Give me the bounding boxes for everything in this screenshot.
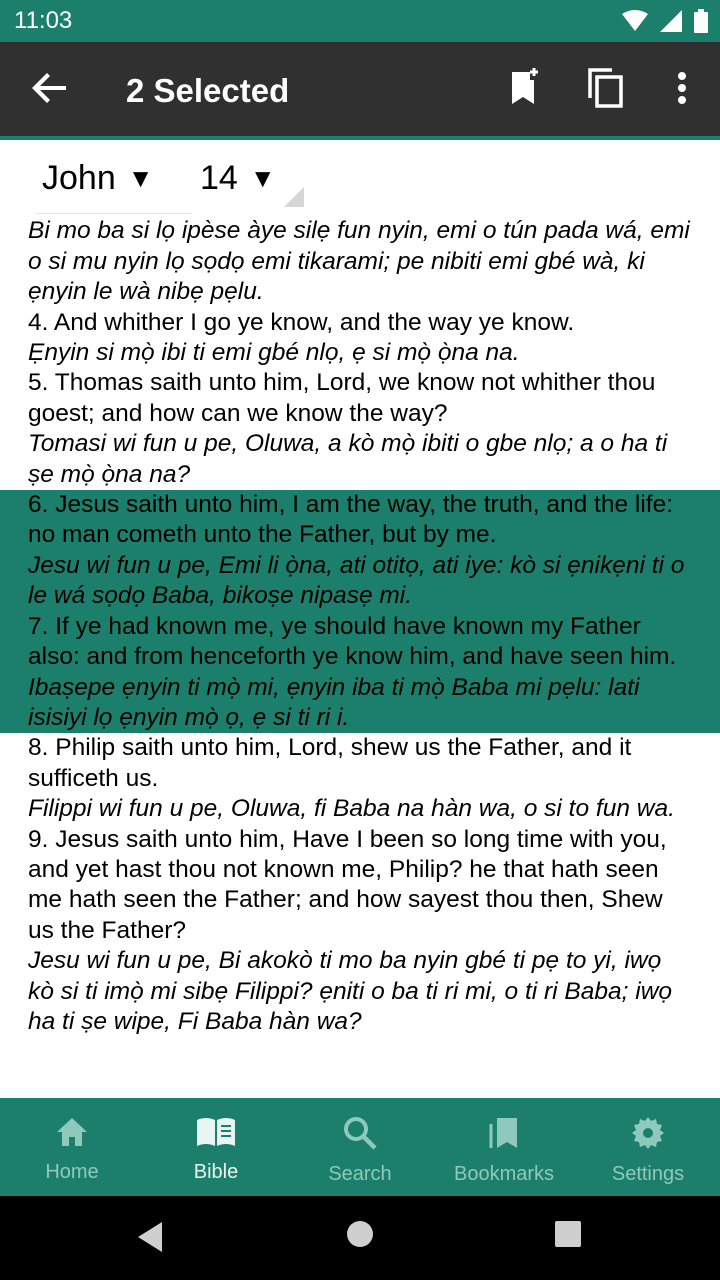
nav-label: Bookmarks — [453, 1163, 555, 1185]
search-icon — [343, 1116, 377, 1155]
verse-english: 5. Thomas saith unto him, Lord, we know not whither thou goest; and how can we know the way? — [28, 369, 656, 427]
verse-english: 4. And whither I go ye know, and the way ye know. — [28, 308, 575, 336]
chapter-dropdown[interactable] — [196, 143, 304, 213]
selection-title: 2 Selected — [126, 72, 290, 109]
passage-selector — [0, 140, 720, 214]
arrow-back-icon — [26, 64, 74, 112]
nav-label: Search — [328, 1163, 392, 1185]
battery-icon — [694, 9, 708, 33]
verse-yoruba: Tomasi wi fun u pe, Oluwa, a kò mọ̀ ibiti o gbe nlọ; a o ha ti ṣe mọ̀ ọ̀na na? — [28, 430, 668, 488]
nav-label: Home — [45, 1161, 99, 1183]
status-time: 11:03 — [14, 7, 73, 34]
nav-search[interactable] — [288, 1098, 432, 1196]
verse-item[interactable] — [0, 612, 720, 734]
cellular-icon — [660, 10, 682, 32]
nav-bookmarks[interactable] — [432, 1098, 576, 1196]
verse-content[interactable] — [0, 214, 720, 1098]
verse-yoruba: Jesu wi fun u pe, Emi li ọ̀na, ati otitọ, ati iye: kò si ẹnikẹni ti o le wá sọdọ Baba, bikoṣe nipasẹ mi. — [28, 551, 685, 610]
book-label: John — [42, 158, 116, 197]
verse-yoruba: Jesu wi fun u pe, Bi akokò ti mo ba nyin gbé ti pẹ to yi, iwọ kò si ti imọ̀ mi sibẹ Filippi? ẹniti o ba ti ri mi, o ti ri Baba; iwọ ha ti ṣe wipe, Fi Baba hàn wa? — [28, 947, 673, 1035]
verse-english: 9. Jesus saith unto him, Have I been so long time with you, and yet hast thou not known me, Philip? he that hath seen me hath seen the Father; and how sayest thou then, Shew us the Father? — [28, 825, 667, 944]
nav-settings[interactable] — [576, 1098, 720, 1196]
verse-item[interactable] — [0, 216, 720, 307]
more-vert-icon — [664, 66, 700, 110]
back-button[interactable] — [26, 64, 74, 112]
nav-home[interactable] — [0, 1098, 144, 1196]
verse-english: 7. If ye had known me, ye should have known my Father also: and from henceforth ye know him, and have seen him. — [28, 612, 677, 671]
bottom-navigation — [0, 1098, 720, 1196]
chapter-label: 14 — [200, 158, 238, 197]
bookmarks-icon — [487, 1116, 521, 1155]
book-dropdown[interactable] — [36, 143, 192, 213]
app-bar — [0, 42, 720, 136]
home-icon — [55, 1116, 89, 1153]
more-options-button[interactable] — [664, 66, 700, 110]
dropdown-corner — [284, 187, 304, 207]
nav-label: Bible — [193, 1161, 239, 1183]
verse-item[interactable] — [0, 733, 720, 824]
nav-bible[interactable] — [144, 1098, 288, 1196]
verse-item[interactable] — [0, 490, 720, 612]
verse-item[interactable] — [0, 308, 720, 369]
back-triangle-icon[interactable] — [136, 1220, 166, 1254]
status-icons — [622, 9, 708, 33]
verse-english: 6. Jesus saith unto him, I am the way, the truth, and the life: no man cometh unto the Father, but by me. — [28, 491, 674, 549]
dropdown-caret-icon: ▼ — [249, 162, 276, 193]
verse-english: 8. Philip saith unto him, Lord, shew us the Father, and it sufficeth us. — [28, 734, 632, 792]
wifi-icon — [622, 10, 648, 32]
bookmark-add-icon — [504, 66, 548, 110]
verse-yoruba: Ẹnyin si mọ̀ ibi ti emi gbé nlọ, ẹ si mọ̀ ọ̀na na. — [28, 339, 520, 367]
gear-icon — [631, 1116, 665, 1155]
copy-icon — [584, 66, 628, 110]
verse-item[interactable] — [0, 368, 720, 490]
copy-button[interactable] — [584, 66, 628, 110]
verse-yoruba: Bi mo ba si lọ ipèse àye silẹ fun nyin, emi o tún pada wá, emi o si mu nyin lọ sọdọ emi tikarami; pe nibiti emi gbé wà, ki ẹnyin le wà nibẹ pẹlu. — [28, 217, 690, 306]
recents-square-icon[interactable] — [554, 1220, 582, 1248]
dropdown-caret-icon: ▼ — [127, 162, 154, 193]
verse-list — [0, 186, 720, 1037]
verse-yoruba: Ibaṣepe ẹnyin ti mọ̀ mi, ẹnyin iba ti mọ̀ Baba mi pẹlu: lati isisiyi lọ ẹnyin mọ̀ ọ, ẹ si ti ri i. — [28, 673, 640, 731]
book-icon — [195, 1116, 237, 1153]
add-bookmark-button[interactable] — [504, 66, 548, 110]
nav-label: Settings — [611, 1163, 685, 1185]
verse-yoruba: Filippi wi fun u pe, Oluwa, fi Baba na hàn wa, o si to fun wa. — [28, 795, 675, 823]
system-navigation-bar — [0, 1196, 720, 1280]
verse-item[interactable] — [0, 825, 720, 1038]
home-circle-icon[interactable] — [346, 1220, 374, 1248]
status-bar — [0, 0, 720, 42]
